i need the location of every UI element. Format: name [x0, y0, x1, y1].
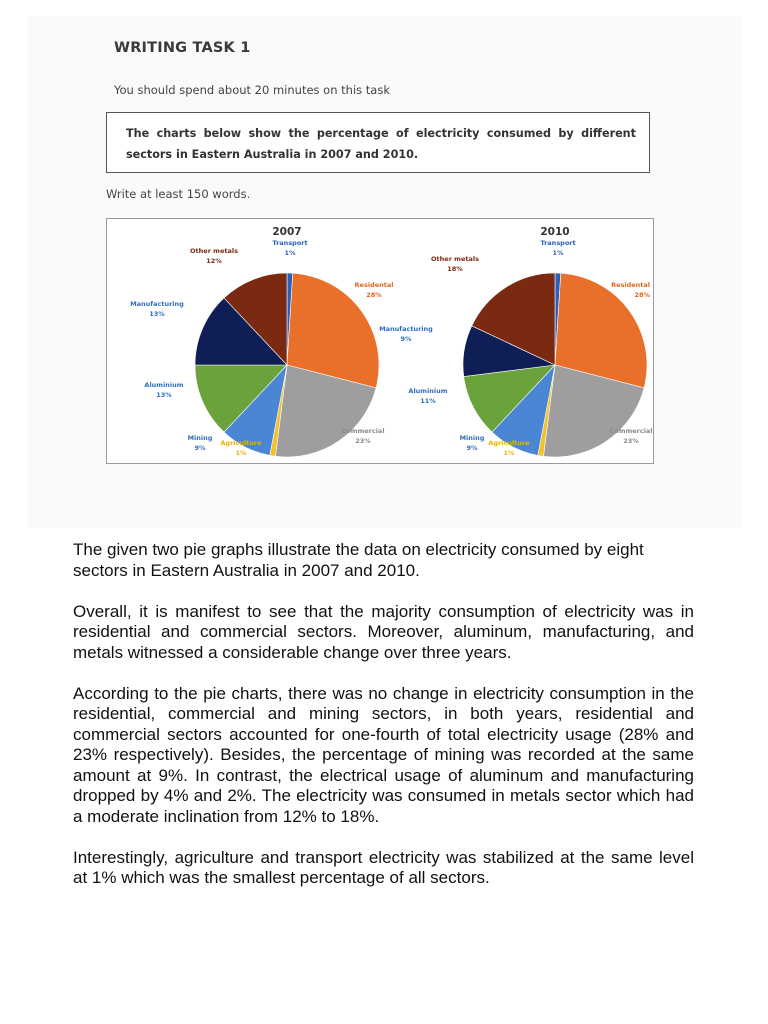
slice-value-2007-transport: 1% [284, 249, 296, 257]
slice-label-2007-aluminium: Aluminium [144, 381, 184, 389]
time-instruction: You should spend about 20 minutes on this task [114, 83, 390, 97]
essay [73, 540, 694, 909]
slice-value-2007-residental: 28% [366, 291, 382, 299]
slice-value-2010-manufacturing: 9% [400, 335, 412, 343]
slice-value-2010-transport: 1% [552, 249, 564, 257]
chart-title-2010: 2010 [540, 226, 570, 238]
slice-value-2010-aluminium: 11% [420, 397, 436, 405]
slice-label-2010-manufacturing: Manufacturing [379, 325, 433, 333]
essay-paragraph-2: Overall, it is manifest to see that the majority consumption of electricity was in residential and commercial sectors. Moreover, aluminum, manufacturing, and metals witnessed a considerable change over three years. [73, 601, 694, 662]
slice-label-2007-mining: Mining [187, 434, 213, 442]
essay-paragraph-1: The given two pie graphs illustrate the data on electricity consumed by eight sectors in Eastern Australia in 2007 and 2010. [73, 540, 644, 580]
word-count-instruction: Write at least 150 words. [106, 187, 251, 201]
slice-label-2007-commercial: Commercial [341, 427, 385, 435]
slice-value-2010-residental: 28% [634, 291, 650, 299]
slice-label-2010-transport: Transport [540, 239, 576, 247]
task-title: WRITING TASK 1 [114, 40, 251, 56]
slice-label-2007-residental: Residental [354, 281, 394, 289]
essay-paragraph-3: According to the pie charts, there was no change in electricity consumption in the residential, commercial and mining sectors, in both years, residential and commercial sectors accounted for one-fourth of total electricity usage (28% and 23% respectively). Besides, the percentage of mining was recorded at the same amount at 9%. In contrast, the electrical usage of aluminum and manufacturing dropped by 4% and 2%. The electricity was consumed in metals sector which had a moderate inclination from 12% to 18%. [73, 683, 694, 826]
slice-label-2010-residental: Residental [611, 281, 650, 289]
task-prompt: The charts below show the percentage of electricity consumed by different sectors in Eastern Australia in 2007 and 2010. [126, 127, 636, 161]
slice-value-2010-mining: 9% [466, 444, 478, 452]
slice-value-2007-manufacturing: 13% [149, 310, 165, 318]
slice-label-2010-other-metals: Other metals [431, 255, 479, 263]
task-panel [28, 16, 742, 528]
slice-value-2007-aluminium: 13% [156, 391, 172, 399]
slice-label-2007-agriculture: Agriculture [220, 439, 262, 447]
slice-label-2007-transport: Transport [272, 239, 308, 247]
slice-value-2007-other-metals: 12% [206, 257, 222, 265]
slice-label-2010-agriculture: Agriculture [488, 439, 530, 447]
chart-title-2007: 2007 [272, 226, 302, 238]
task-prompt-box [106, 112, 650, 173]
slice-label-2010-mining: Mining [459, 434, 485, 442]
slice-value-2007-commercial: 23% [355, 437, 371, 445]
slice-value-2010-other-metals: 18% [447, 265, 463, 273]
slice-value-2007-mining: 9% [194, 444, 206, 452]
slice-value-2010-agriculture: 1% [503, 449, 515, 457]
slice-label-2010-aluminium: Aluminium [408, 387, 448, 395]
slice-label-2010-commercial: Commercial [609, 427, 653, 435]
pie-charts-figure [106, 218, 654, 464]
slice-value-2007-agriculture: 1% [235, 449, 247, 457]
slice-label-2007-manufacturing: Manufacturing [130, 300, 184, 308]
slice-label-2007-other-metals: Other metals [190, 247, 238, 255]
essay-paragraph-4: Interestingly, agriculture and transport electricity was stabilized at the same level at 1% which was the smallest percentage of all sectors. [73, 847, 694, 887]
slice-value-2010-commercial: 23% [623, 437, 639, 445]
pie-charts-svg [107, 219, 653, 463]
